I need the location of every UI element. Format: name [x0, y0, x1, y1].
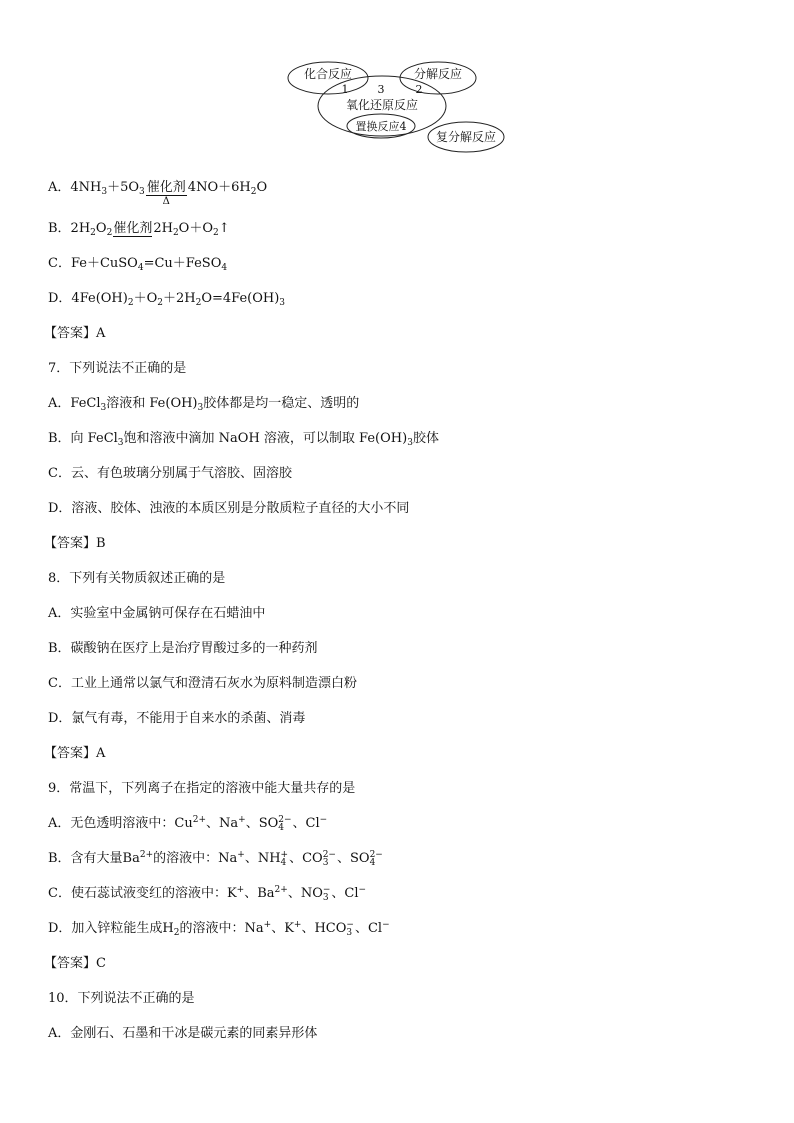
label-combination: 化合反应: [303, 67, 353, 81]
q8-option-b: B．碳酸钠在医疗上是治疗胃酸过多的一种药剂: [48, 641, 318, 656]
q7-answer: 【答案】B: [44, 536, 106, 551]
q8-option-c: C．工业上通常以氯气和澄清石灰水为原料制造漂白粉: [48, 676, 357, 691]
label-decomposition: 分解反应: [413, 67, 463, 81]
q7-option-a: A．FeCl$_3$溶液和 $Fe(OH)_3$胶体都是均一稳定、透明的: [48, 396, 360, 413]
q6-option-d: D．$4Fe(OH)_2+O_2+2H_2O=4Fe(OH)_3$: [48, 291, 286, 308]
q7-stem: 7．下列说法不正确的是: [48, 361, 187, 376]
q8-stem: 8．下列有关物质叙述正确的是: [48, 571, 226, 586]
label-redox: 氧化还原反应: [345, 98, 419, 112]
q9-option-c: C．使石蕊试液变红的溶液中：K+、$Ba^{2+}$、NO − 3 、Cl−: [48, 884, 367, 903]
q7-option-b: B．向 FeCl$_3$饱和溶液中滴加 NaOH 溶液，可以制取 $Fe(OH)_3$胶体: [48, 431, 439, 448]
region-2: 2: [415, 83, 423, 96]
q7-option-c: C．云、有色玻璃分别属于气溶胶、固溶胶: [48, 466, 292, 481]
reaction-condition: 催化剂: [113, 221, 153, 236]
q8-option-a: A．实验室中金属钠可保存在石蜡油中: [48, 606, 266, 621]
q10-option-a: A．金刚石、石墨和干冰是碳元素的同素异形体: [48, 1026, 318, 1041]
q6-option-b: B．$2H_2O_2$催化剂$2H_2O+O_2↑$: [48, 221, 230, 238]
q9-option-b: B．含有大量$Ba^{2+}$的溶液中：Na+、NH + 4 、CO 2− 3 、SO 2− 4: [48, 849, 383, 868]
region-1: 1: [341, 83, 349, 96]
reaction-venn-svg: [280, 58, 520, 158]
reaction-condition: 催化剂 Δ: [146, 180, 186, 207]
q8-option-d: D．氯气有毒，不能用于自来水的杀菌、消毒: [48, 711, 306, 726]
q9-option-a: A．无色透明溶液中：$Cu^{2+}$、Na+、SO 2− 4 、Cl−: [48, 814, 328, 833]
region-3: 3: [377, 83, 385, 96]
q8-answer: 【答案】A: [44, 746, 106, 761]
label-double-decomposition: 复分解反应: [435, 130, 497, 144]
q9-stem: 9．常温下，下列离子在指定的溶液中能大量共存的是: [48, 781, 356, 796]
reaction-type-diagram: [280, 58, 520, 158]
q7-option-d: D．溶液、胶体、浊液的本质区别是分散质粒子直径的大小不同: [48, 501, 410, 516]
q10-stem: 10．下列说法不正确的是: [48, 991, 195, 1006]
q9-option-d: D．加入锌粒能生成$H_2$的溶液中：Na+、K+、HCO − 3 、Cl−: [48, 919, 390, 938]
q6-answer: 【答案】A: [44, 326, 106, 341]
q6-option-c: C．Fe＋CuSO$_4$=Cu＋FeSO$_4$: [48, 256, 228, 273]
q6-option-a: A．$4NH_3+5O_3$ 催化剂 Δ $4NO+6H_2O$: [48, 180, 268, 207]
q9-answer: 【答案】C: [44, 956, 106, 971]
label-displacement: 置换反应4: [355, 120, 407, 133]
